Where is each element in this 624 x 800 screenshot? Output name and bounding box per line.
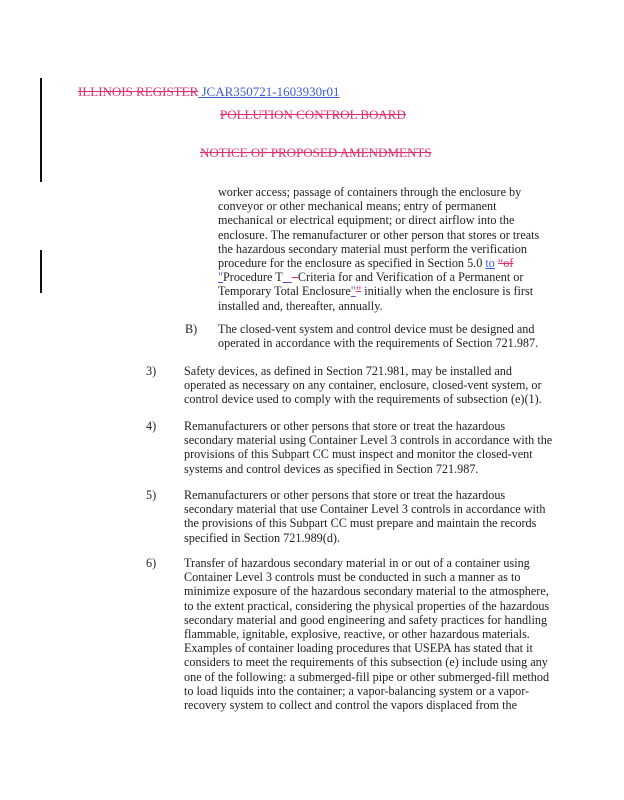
register-title: ILLINOIS REGISTER xyxy=(78,84,199,99)
register-header xyxy=(78,84,339,100)
change-bar xyxy=(40,250,42,293)
item-label: 4) xyxy=(146,419,157,433)
paragraph-6: Transfer of hazardous secondary material in or out of a container using Container Level 3 controls must be conducted in such a manner as to minimize exposure of the hazardous secondary material to the atmosphere, to the extent practical, considering the physical properties of the hazardous secondary material and good engineering and safety practices for handling flammable, ignitable, explosive, reactive, or other hazardous materials. Examples of container loading procedures that USEPA has stated that it considers to meet the requirements of this subsection (e) include using any one of the following: a submerged-fill pipe or other submerged-fill method to load liquids into the container; a vapor-balancing system or a vapor-recovery system to collect and control the vapors displaced from the xyxy=(184,556,550,713)
item-label: 3) xyxy=(146,364,157,378)
register-code: JCAR350721-1603930r01 xyxy=(201,84,340,99)
paragraph-4: Remanufacturers or other persons that store or treat the hazardous secondary material using Container Level 3 controls in accordance with the provisions of this Subpart CC must inspect and monitor the closed-vent systems and control devices as specified in Section 721.987. xyxy=(184,419,553,476)
paragraph-3: Safety devices, as defined in Section 721.981, may be installed and operated as necessary on any container, enclosure, closed-vent system, or control device used to comply with the requirements of subsection (e)(1). xyxy=(184,364,542,407)
paragraph-a-continuation: worker access; passage of containers through the enclosure by conveyor or other mechanical means; entry of permanent mechanical or electrical equipment; or direct airflow into the enclosure. The remanufacturer or other person that stores or treats the hazardous secondary material must perform the verification procedure for the enclosure as specified in Section 5.0 to “of "Procedure T –Criteria for and Verification of a Permanent or Temporary Total Enclosure"” initially when the enclosure is first installed and, thereafter, annually. xyxy=(218,185,540,313)
paragraph-5: Remanufacturers or other persons that store or treat the hazardous secondary material that use Container Level 3 controls in accordance with the provisions of this Subpart CC must prepare and maintain the records specified in Section 721.989(d). xyxy=(184,488,546,545)
item-label: B) xyxy=(185,322,198,336)
change-bar xyxy=(40,78,42,182)
notice-title: NOTICE OF PROPOSED AMENDMENTS xyxy=(200,145,432,160)
board-title: POLLUTION CONTROL BOARD xyxy=(220,107,406,122)
paragraph-b: The closed-vent system and control device must be designed and operated in accordance with the requirements of Section 721.987. xyxy=(218,322,539,351)
item-label: 5) xyxy=(146,488,157,502)
item-label: 6) xyxy=(146,556,157,570)
